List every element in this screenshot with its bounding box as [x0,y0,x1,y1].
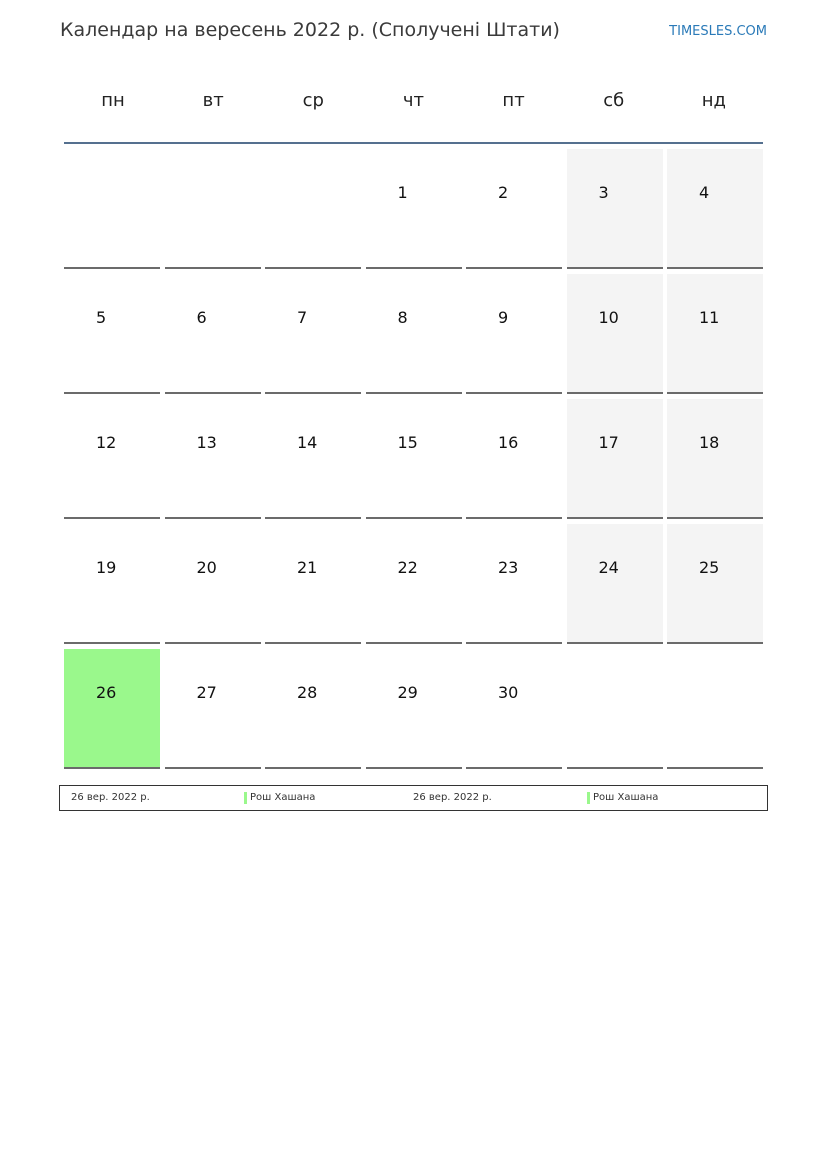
day-cell [466,149,562,269]
day-cell [265,524,361,644]
day-cell [366,149,462,269]
day-number: 25 [699,558,720,577]
day-cell-weekend [667,524,763,644]
day-cell [265,649,361,769]
day-cell-weekend [567,149,663,269]
day-number: 3 [598,183,609,202]
weekday-label: чт [402,90,424,111]
legend-entry [244,786,315,810]
day-number: 28 [297,683,318,702]
day-cell [466,399,562,519]
day-number: 17 [598,433,619,452]
day-cell [64,524,160,644]
day-number: 30 [498,683,519,702]
weekday-label: нд [701,90,726,111]
day-number: 18 [699,433,720,452]
day-number: 20 [196,558,217,577]
day-number: 6 [196,308,207,327]
weekday-label: вт [202,90,224,111]
day-number: 13 [196,433,217,452]
day-cell-weekend [567,524,663,644]
calendar-week [64,274,763,399]
calendar-grid [64,149,763,774]
day-number: 9 [498,308,509,327]
day-number: 21 [297,558,318,577]
calendar-week [64,149,763,274]
day-number: 26 [96,683,117,702]
calendar-week [64,649,763,774]
day-cell [466,649,562,769]
day-cell [366,524,462,644]
day-number: 14 [297,433,318,452]
day-number: 8 [397,308,408,327]
day-number: 27 [196,683,217,702]
day-number: 4 [699,183,710,202]
holiday-color-marker [244,792,247,804]
holiday-legend [59,785,768,811]
day-number: 15 [397,433,418,452]
legend-date: 26 вер. 2022 р. [71,792,150,803]
day-number: 12 [96,433,117,452]
day-cell-weekend [667,149,763,269]
day-number: 1 [397,183,408,202]
day-number: 24 [598,558,619,577]
day-number: 19 [96,558,117,577]
day-cell [165,274,261,394]
weekday-header-row [63,90,764,111]
weekday-label: ср [302,90,324,111]
day-cell [165,649,261,769]
site-link[interactable]: TIMESLES.COM [669,24,767,39]
day-cell [366,399,462,519]
calendar-week [64,399,763,524]
weekday-label: пн [101,90,125,111]
day-cell [64,149,160,269]
weekday-label: пт [502,90,525,111]
weekday-label: сб [603,90,625,111]
day-cell [667,649,763,769]
day-cell [466,524,562,644]
day-cell-weekend [567,399,663,519]
legend-holiday-name: Рош Хашана [593,792,659,803]
calendar-week [64,524,763,649]
day-cell-weekend [667,274,763,394]
day-number: 16 [498,433,519,452]
day-cell [466,274,562,394]
day-cell [165,399,261,519]
day-cell-weekend [667,399,763,519]
day-number: 23 [498,558,519,577]
day-cell [265,149,361,269]
day-number: 2 [498,183,509,202]
header-divider [64,142,763,144]
day-number: 10 [598,308,619,327]
day-cell-weekend [567,274,663,394]
page-title: Календар на вересень 2022 р. (Сполучені Штати) [60,19,560,41]
day-number: 11 [699,308,720,327]
day-cell [265,274,361,394]
day-cell [64,399,160,519]
day-cell [64,274,160,394]
day-number: 29 [397,683,418,702]
holiday-color-marker [587,792,590,804]
day-cell [366,274,462,394]
legend-entry [587,786,658,810]
day-number: 7 [297,308,308,327]
legend-holiday-name: Рош Хашана [250,792,316,803]
day-cell-holiday [64,649,160,769]
day-number: 22 [397,558,418,577]
day-cell [165,149,261,269]
day-cell [366,649,462,769]
day-cell [165,524,261,644]
day-cell [567,649,663,769]
day-number: 5 [96,308,107,327]
day-cell [265,399,361,519]
legend-date: 26 вер. 2022 р. [413,792,492,803]
